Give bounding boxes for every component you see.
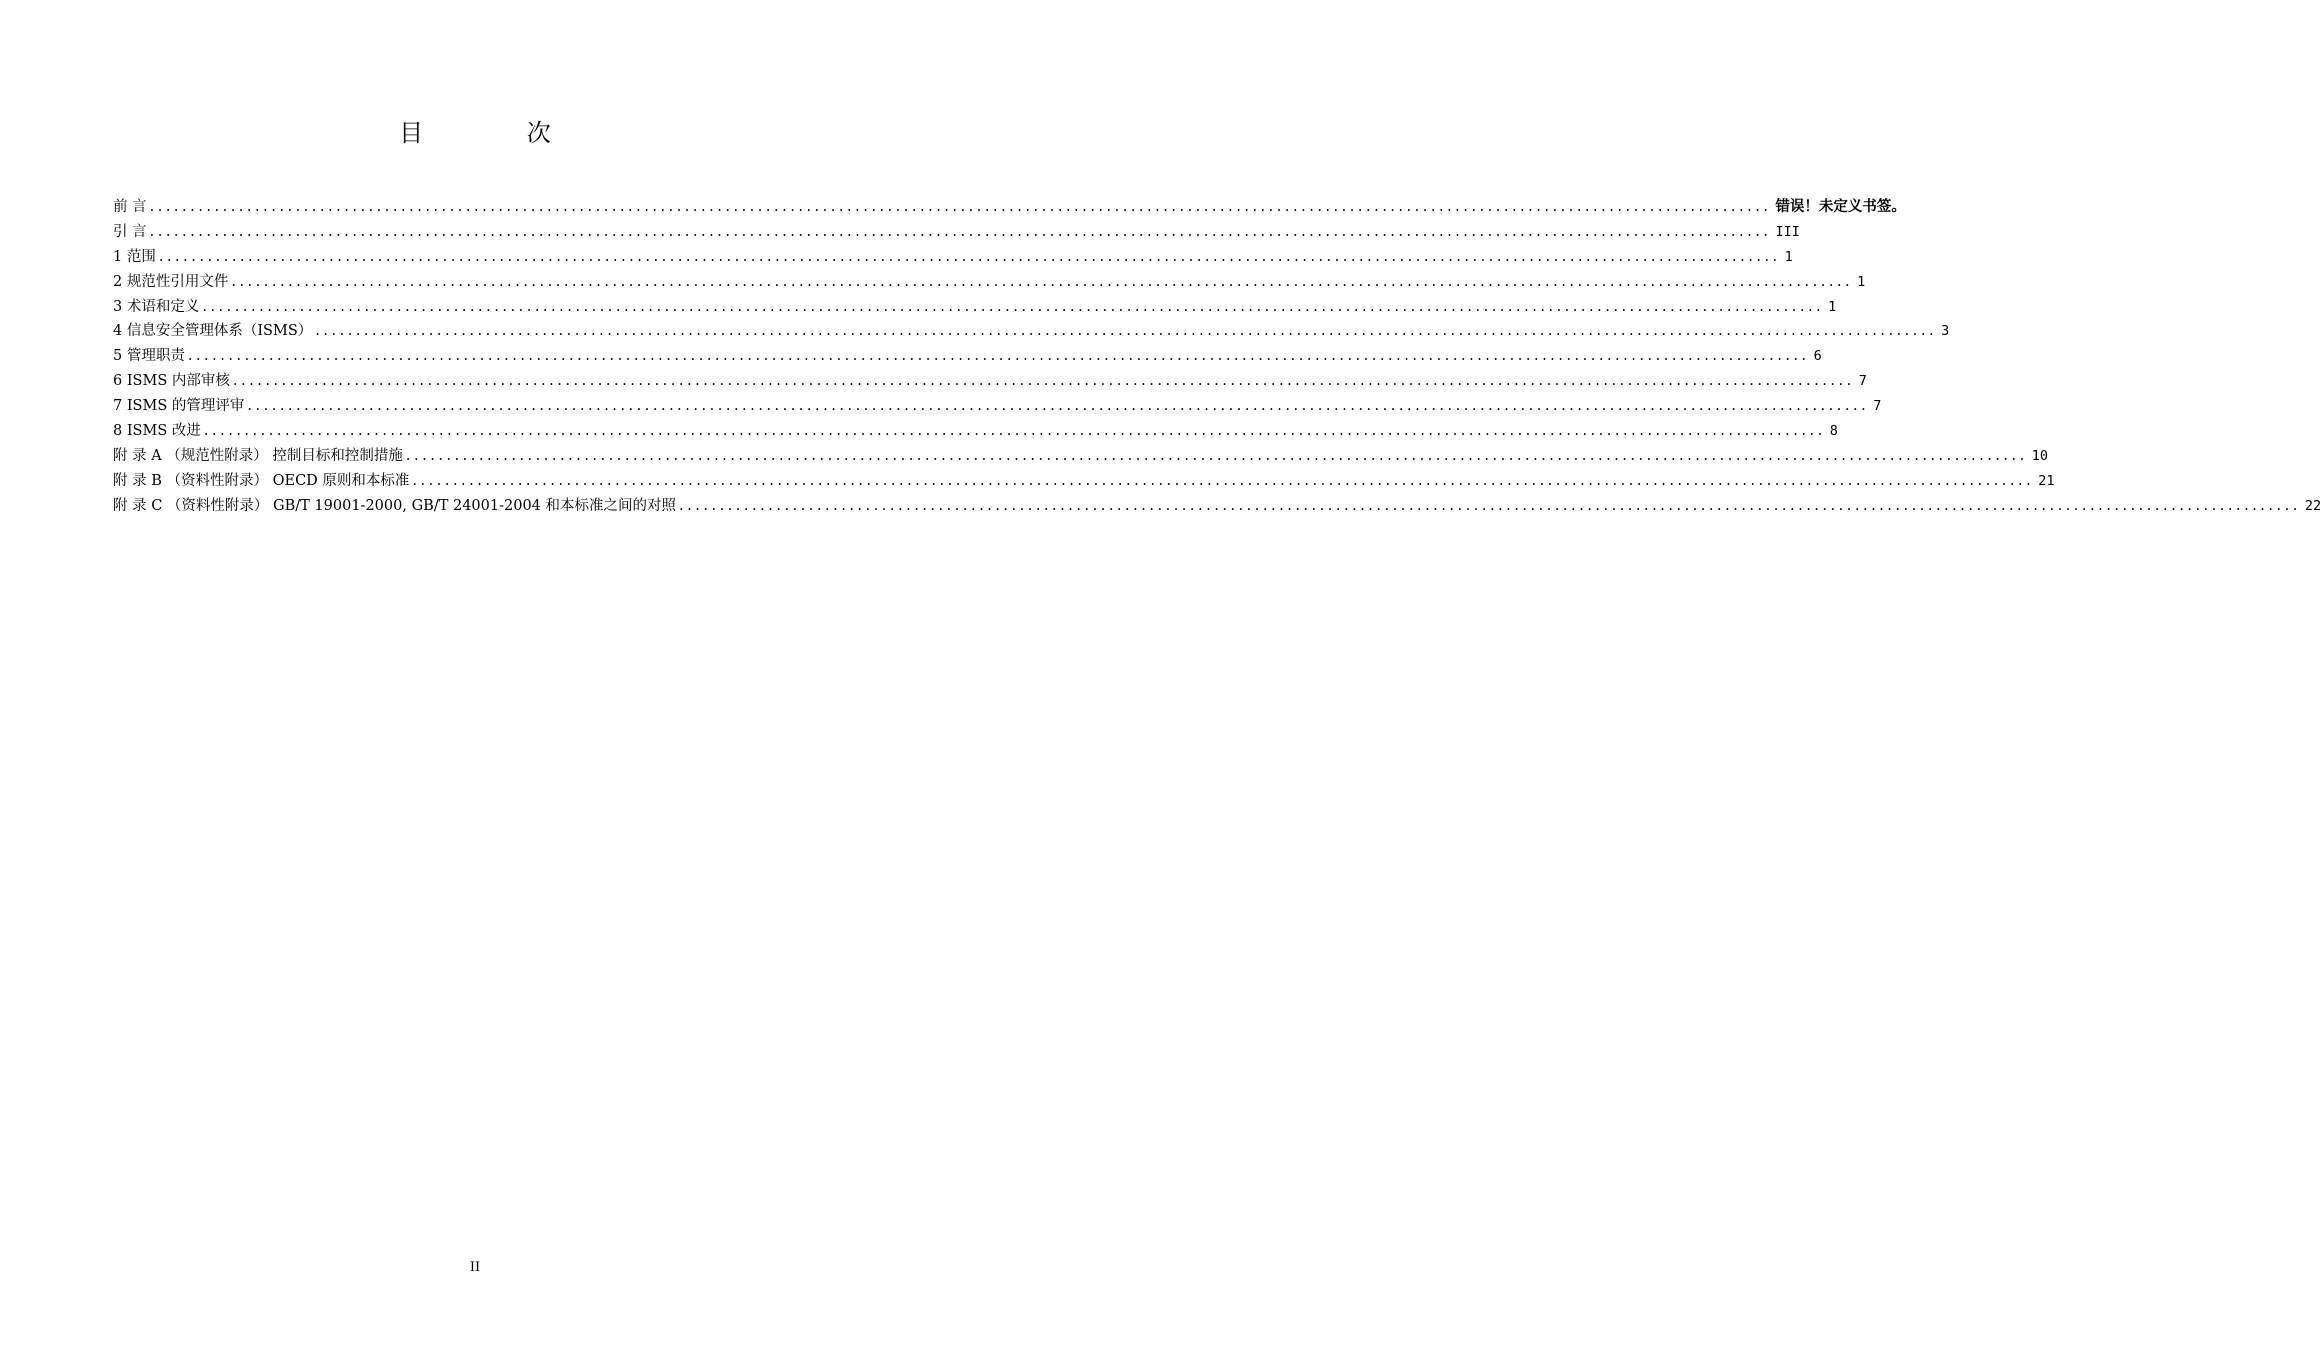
- toc-leader-dots: ........................................................................................................................................................................................................: [412, 472, 2035, 489]
- toc-entry-introduction[interactable]: [113, 220, 1800, 245]
- toc-entry-page: 1: [1784, 248, 1793, 265]
- toc-entry-page: 1: [1828, 298, 1837, 315]
- toc-leader-dots: ........................................................................................................................................................................................................: [149, 199, 1772, 215]
- toc-entry-label: 2 规范性引用文件: [113, 273, 229, 290]
- toc-entry-page: 7: [1873, 398, 1882, 415]
- toc-entry-page-error: 错误！未定义书签。: [1775, 199, 1906, 215]
- toc-entry-label: 5 管理职责: [113, 348, 185, 365]
- toc-entry-label: 附 录 B （资料性附录） OECD 原则和本标准: [113, 472, 410, 489]
- toc-entry-page: 8: [1829, 423, 1838, 440]
- toc-leader-dots: ........................................................................................................................................................................................................: [315, 323, 1938, 340]
- toc-leader-dots: ........................................................................................................................................................................................................: [203, 423, 1826, 440]
- toc-entry-label: 6 ISMS 内部审核: [113, 373, 230, 390]
- page-title: 目 次: [399, 119, 599, 147]
- toc-leader-dots: ........................................................................................................................................................................................................: [231, 273, 1854, 290]
- toc-entry-page: III: [1775, 223, 1800, 240]
- toc-entry-annex-b[interactable]: [113, 469, 2055, 494]
- toc-entry-label: 附 录 C （资料性附录） GB/T 19001-2000, GB/T 24001-2004 和本标准之间的对照: [113, 497, 677, 514]
- toc-entry-label: 8 ISMS 改进: [113, 423, 201, 440]
- toc-entry-annex-c[interactable]: [113, 494, 2321, 519]
- toc-entry-management-responsibility[interactable]: [113, 344, 1822, 369]
- toc-leader-dots: ........................................................................................................................................................................................................: [158, 248, 1781, 265]
- toc-entry-page: 10: [2031, 447, 2049, 464]
- toc-entry-improvement[interactable]: [113, 419, 1838, 444]
- toc-entry-label: 附 录 A （规范性附录） 控制目标和控制措施: [113, 447, 403, 464]
- toc-leader-dots: ........................................................................................................................................................................................................: [187, 348, 1810, 365]
- toc-entry-scope[interactable]: [113, 245, 1793, 270]
- toc-entry-normative-references[interactable]: [113, 270, 1866, 295]
- toc-leader-dots: ........................................................................................................................................................................................................: [405, 447, 2028, 464]
- toc-entry-page: 21: [2038, 472, 2055, 489]
- toc-entry-page: 1: [1857, 273, 1866, 290]
- toc-entry-label: 前 言: [113, 199, 147, 215]
- toc-entry-label: 1 范围: [113, 248, 156, 265]
- toc-entry-label: 3 术语和定义: [113, 298, 200, 315]
- toc-entry-label: 7 ISMS 的管理评审: [113, 398, 245, 415]
- toc-entry-page: 6: [1813, 348, 1822, 365]
- page-number: II: [469, 1260, 481, 1275]
- toc-leader-dots: ........................................................................................................................................................................................................: [202, 298, 1825, 315]
- toc-entry-management-review[interactable]: [113, 394, 1882, 419]
- toc-entry-isms[interactable]: [113, 319, 1950, 344]
- toc-leader-dots: ........................................................................................................................................................................................................: [679, 497, 2301, 514]
- toc-entry-label: 引 言: [113, 223, 147, 240]
- toc-entry-page: 3: [1941, 323, 1950, 340]
- toc-entry-terms-definitions[interactable]: [113, 295, 1837, 320]
- toc-leader-dots: ........................................................................................................................................................................................................: [149, 223, 1772, 240]
- toc-entry-page: 22: [2304, 497, 2321, 514]
- table-of-contents: [113, 195, 2321, 519]
- toc-leader-dots: ........................................................................................................................................................................................................: [232, 373, 1855, 390]
- toc-entry-internal-audit[interactable]: [113, 369, 1867, 394]
- toc-entry-foreword[interactable]: [113, 195, 1906, 220]
- toc-entry-label: 4 信息安全管理体系（ISMS）: [113, 323, 313, 340]
- toc-entry-page: 7: [1858, 373, 1867, 390]
- toc-entry-annex-a[interactable]: [113, 444, 2049, 469]
- toc-leader-dots: ........................................................................................................................................................................................................: [247, 398, 1870, 415]
